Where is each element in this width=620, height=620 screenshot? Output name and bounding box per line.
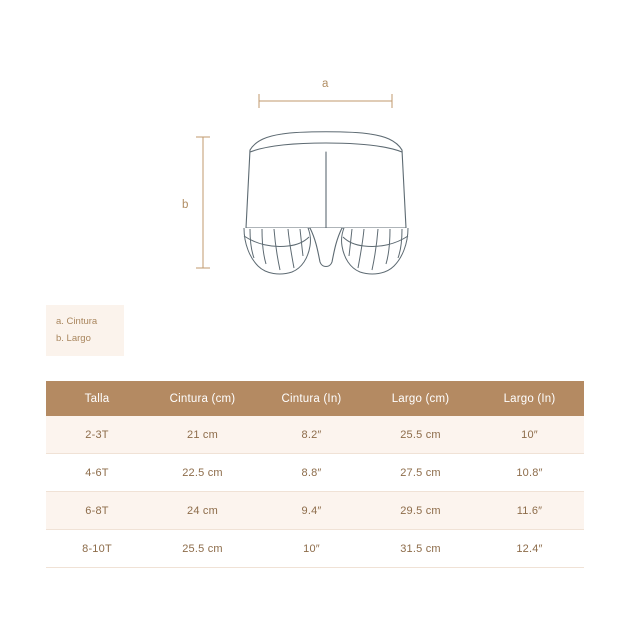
cell-talla: 4-6T bbox=[85, 466, 109, 479]
legend-line-a: a. Cintura bbox=[56, 316, 98, 327]
cell-cintura-in: 10″ bbox=[303, 542, 320, 555]
table-header-cintura-in: Cintura (In) bbox=[257, 381, 366, 416]
height-dimension-line bbox=[196, 137, 210, 268]
table-row bbox=[46, 492, 584, 530]
cell-talla: 2-3T bbox=[85, 428, 109, 441]
legend-box bbox=[46, 305, 124, 356]
legend-line-b: b. Largo bbox=[56, 333, 91, 344]
cell-cintura-cm: 24 cm bbox=[187, 504, 218, 517]
cell-largo-cm: 27.5 cm bbox=[400, 466, 441, 479]
cell-cintura-cm: 25.5 cm bbox=[182, 542, 223, 555]
table-row bbox=[46, 530, 584, 568]
table-header-largo-cm: Largo (cm) bbox=[366, 381, 475, 416]
table-header-talla: Talla bbox=[46, 381, 148, 416]
cell-cintura-cm: 21 cm bbox=[187, 428, 218, 441]
size-table bbox=[46, 381, 584, 568]
dimension-label-b: b bbox=[182, 199, 189, 211]
width-dimension-line bbox=[259, 94, 392, 108]
cell-talla: 6-8T bbox=[85, 504, 109, 517]
table-row bbox=[46, 454, 584, 492]
cell-cintura-in: 8.8″ bbox=[301, 466, 322, 479]
table-header-row bbox=[46, 381, 584, 416]
table-header-largo-in: Largo (In) bbox=[475, 381, 584, 416]
dimension-label-a: a bbox=[322, 78, 329, 90]
ruffle-hem-right bbox=[342, 228, 408, 274]
cell-cintura-in: 8.2″ bbox=[301, 428, 322, 441]
cell-largo-cm: 31.5 cm bbox=[400, 542, 441, 555]
cell-cintura-in: 9.4″ bbox=[301, 504, 322, 517]
table-header-cintura-cm: Cintura (cm) bbox=[148, 381, 257, 416]
ruffle-hem-left bbox=[244, 228, 310, 274]
cell-largo-in: 10.8″ bbox=[516, 466, 543, 479]
cell-largo-in: 11.6″ bbox=[516, 504, 543, 517]
cell-largo-in: 12.4″ bbox=[516, 542, 543, 555]
table-row bbox=[46, 416, 584, 454]
cell-cintura-cm: 22.5 cm bbox=[182, 466, 223, 479]
cell-largo-cm: 25.5 cm bbox=[400, 428, 441, 441]
cell-largo-cm: 29.5 cm bbox=[400, 504, 441, 517]
cell-talla: 8-10T bbox=[82, 542, 112, 555]
cell-largo-in: 10″ bbox=[521, 428, 538, 441]
